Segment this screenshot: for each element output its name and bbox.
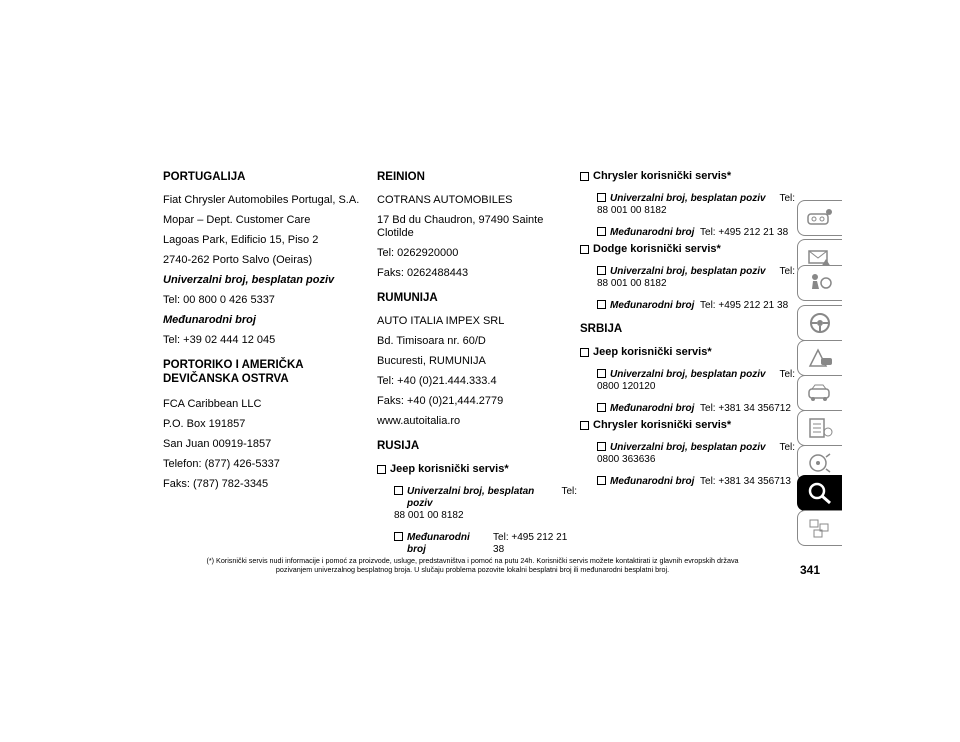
index-letters-icon [806, 516, 834, 540]
number-entry [597, 193, 795, 217]
number-entry [597, 266, 795, 290]
checkbox-square-icon [580, 421, 589, 430]
tab-car-dashboard[interactable] [797, 200, 842, 236]
tab-warning-triangle-car[interactable] [797, 340, 842, 376]
heading-line: DEVIČANSKA OSTRVA [163, 373, 289, 385]
service-label: Dodge korisnički servis* [593, 243, 721, 255]
number-entry [597, 476, 795, 488]
phone-number: Tel: 00 800 0 426 5337 [163, 294, 275, 306]
checkbox-square-icon [597, 300, 606, 309]
footnote-line: (*) Korisnički servis nudi informacije i pomoć za proizvode, usluge, predstavništva i pomoć na putu 24h. Korisnički servis možete kontaktirati iz glavnih evropskih država [206, 556, 739, 565]
phone-number: Tel: +495 212 21 38 [700, 227, 789, 238]
tab-car-service[interactable] [797, 375, 842, 411]
multimedia-icon [806, 451, 834, 475]
number-entry [597, 442, 795, 466]
tab-steering-wheel[interactable] [797, 305, 842, 341]
intl-number-label: Međunarodni broj [610, 403, 695, 414]
tab-airbag-safety[interactable] [797, 265, 842, 301]
phone-number: 88 001 00 8182 [597, 278, 667, 289]
service-label: Chrysler korisnički servis* [593, 419, 732, 431]
free-number-label: Univerzalni broj, besplatan poziv [610, 266, 766, 277]
service-label: Jeep korisnički servis* [593, 346, 712, 358]
tel-label: Tel: [779, 193, 795, 204]
checkbox-square-icon [597, 227, 606, 236]
footnote-line: pozivanjem univerzalnog besplatnog broja. U slučaju problema pozovite lokalni besplatni broj ili međunarodni besplatni broj. [275, 564, 670, 574]
service-item [377, 463, 577, 476]
intl-number-label: Međunarodni broj [610, 227, 695, 238]
phone-number: Tel: +495 212 21 38 [493, 532, 568, 555]
section-heading-serbia: SRBIJA [580, 323, 623, 335]
tab-search[interactable] [797, 475, 842, 511]
phone-number: 88 001 00 8182 [597, 205, 667, 216]
phone-number: 0800 363636 [597, 454, 656, 465]
checkbox-square-icon [394, 486, 403, 495]
tel-label: Tel: [779, 369, 795, 380]
checkbox-square-icon [597, 476, 606, 485]
intl-number-label: Međunarodni broj [163, 314, 256, 326]
tel-label: Tel: [779, 442, 795, 453]
tel-label: Tel: [561, 486, 577, 497]
number-entry [597, 403, 795, 415]
heading-line: PORTORIKO I AMERIČKA [163, 359, 304, 371]
service-item [580, 419, 795, 432]
text-line: Faks: 0262488443 [377, 267, 469, 279]
section-heading-puerto-rico [163, 358, 363, 386]
column-2 [377, 170, 577, 566]
text-line: Tel: +40 (0)21.444.333.4 [377, 375, 497, 387]
free-number-label: Univerzalni broj, besplatan poziv [163, 274, 335, 286]
phone-number: 88 001 00 8182 [394, 510, 464, 521]
checkbox-square-icon [580, 348, 589, 357]
tab-specifications-list[interactable] [797, 410, 842, 446]
text-line: 17 Bd du Chaudron, 97490 Sainte Clotilde [377, 214, 544, 239]
search-icon [806, 481, 834, 505]
text-line: Mopar – Dept. Customer Care [163, 214, 311, 226]
phone-number: Tel: +381 34 356713 [700, 476, 791, 487]
checkbox-square-icon [597, 369, 606, 378]
car-dashboard-icon [806, 206, 834, 230]
text-line: Faks: (787) 782-3345 [163, 478, 269, 490]
free-number-label: Univerzalni broj, besplatan poziv [610, 369, 766, 380]
tab-index-letters[interactable] [797, 510, 842, 546]
website-text: www.autoitalia.ro [377, 415, 461, 427]
column-1 [163, 170, 363, 498]
checkbox-square-icon [597, 403, 606, 412]
text-line: Fiat Chrysler Automobiles Portugal, S.A. [163, 194, 360, 206]
text-line: Tel: 0262920000 [377, 247, 459, 259]
checkbox-square-icon [597, 193, 606, 202]
text-line: Faks: +40 (0)21,444.2779 [377, 395, 504, 407]
checkbox-square-icon [580, 245, 589, 254]
phone-number: Tel: +39 02 444 12 045 [163, 334, 276, 346]
specifications-list-icon [806, 416, 834, 440]
checkbox-square-icon [597, 266, 606, 275]
service-label: Chrysler korisnički servis* [593, 170, 732, 182]
phone-number: Tel: +381 34 356712 [700, 403, 791, 414]
service-label: Jeep korisnički servis* [390, 463, 509, 475]
car-service-icon [806, 381, 834, 405]
service-item [580, 170, 795, 183]
section-heading-reunion: REINION [377, 171, 425, 183]
column-3 [580, 170, 795, 498]
text-line: Telefon: (877) 426-5337 [163, 458, 280, 470]
checkbox-square-icon [394, 532, 403, 541]
number-entry [394, 486, 577, 522]
text-line: Bucuresti, RUMUNIJA [377, 355, 486, 367]
text-line: 2740-262 Porto Salvo (Oeiras) [163, 254, 313, 266]
free-number-label: Univerzalni broj, besplatan poziv [610, 193, 766, 204]
number-entry [597, 300, 795, 312]
phone-number: 0800 120120 [597, 381, 656, 392]
section-heading-russia: RUSIJA [377, 440, 420, 452]
text-line: AUTO ITALIA IMPEX SRL [377, 315, 505, 327]
airbag-safety-icon [806, 271, 834, 295]
text-line: Lagoas Park, Edificio 15, Piso 2 [163, 234, 319, 246]
section-heading-romania: RUMUNIJA [377, 292, 438, 304]
page-number: 341 [800, 563, 821, 577]
footnote [150, 557, 795, 574]
intl-number-label: Međunarodni broj [610, 300, 695, 311]
free-number-label: Univerzalni broj, besplatan poziv [407, 486, 535, 509]
free-number-label: Univerzalni broj, besplatan poziv [610, 442, 766, 453]
number-entry [597, 369, 795, 393]
section-heading-portugal: PORTUGALIJA [163, 171, 246, 183]
number-entry [394, 532, 577, 556]
intl-number-label: Međunarodni broj [610, 476, 695, 487]
number-entry [597, 227, 795, 239]
phone-number: Tel: +495 212 21 38 [700, 300, 789, 311]
service-item [580, 346, 795, 359]
intl-number-label: Međunarodni broj [407, 532, 470, 555]
text-line: San Juan 00919-1857 [163, 438, 272, 450]
text-line: P.O. Box 191857 [163, 418, 246, 430]
steering-wheel-icon [806, 311, 834, 335]
text-line: FCA Caribbean LLC [163, 398, 262, 410]
text-line: Bd. Timisoara nr. 60/D [377, 335, 486, 347]
service-item [580, 243, 795, 256]
warning-triangle-car-icon [806, 346, 834, 370]
checkbox-square-icon [597, 442, 606, 451]
checkbox-square-icon [377, 465, 386, 474]
checkbox-square-icon [580, 172, 589, 181]
tel-label: Tel: [779, 266, 795, 277]
text-line: COTRANS AUTOMOBILES [377, 194, 513, 206]
